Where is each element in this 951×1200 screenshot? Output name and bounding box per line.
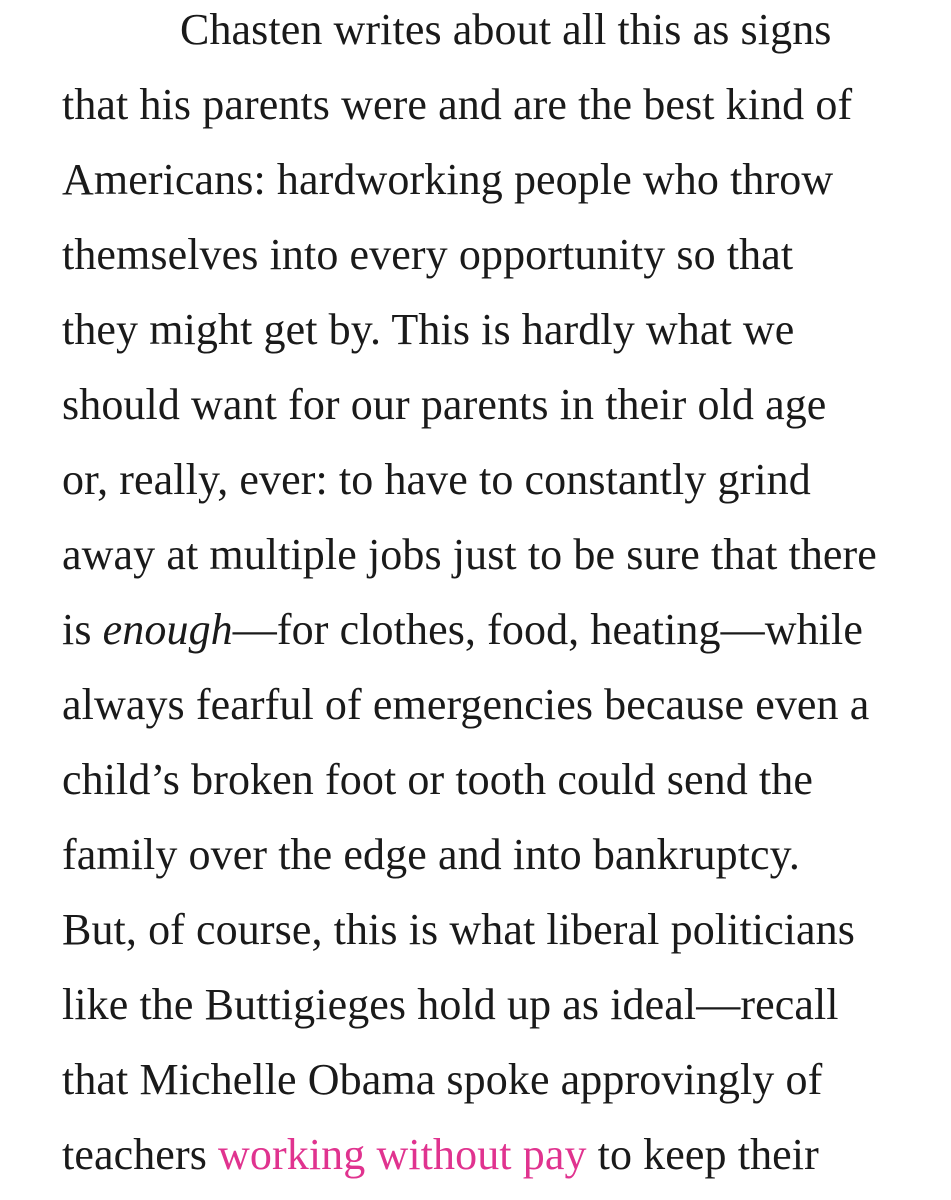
line-9-start: is <box>62 605 103 654</box>
paragraph-line-6: should want for our parents in their old age <box>62 380 827 429</box>
paragraph-line-11: child’s broken foot or tooth could send the <box>62 755 813 804</box>
paragraph-line-5: they might get by. This is hardly what we <box>62 305 795 354</box>
paragraph-line-7: or, really, ever: to have to constantly grind <box>62 455 811 504</box>
paragraph-line-10: always fearful of emergencies because even a <box>62 680 870 729</box>
paragraph-line-15: that Michelle Obama spoke approvingly of <box>62 1055 823 1104</box>
paragraph-line-3: Americans: hardworking people who throw <box>62 155 834 204</box>
paragraph-line-1: Chasten writes about all this as signs <box>180 5 832 54</box>
paragraph-line-16 <box>62 1129 819 1181</box>
paragraph-line-2: that his parents were and are the best kind of <box>62 80 853 129</box>
line-16-start: teachers <box>62 1130 219 1179</box>
paragraph-line-12: family over the edge and into bankruptcy. <box>62 830 801 879</box>
paragraph-line-14: like the Buttigieges hold up as ideal—recall <box>62 980 839 1029</box>
paragraph-line-13: But, of course, this is what liberal politicians <box>62 905 855 954</box>
paragraph-line-4: themselves into every opportunity so that <box>62 230 794 279</box>
paragraph-line-9 <box>62 604 863 656</box>
paragraph-line-8: away at multiple jobs just to be sure that there <box>62 530 877 579</box>
working-without-pay-link[interactable]: working without pay <box>218 1130 587 1179</box>
emphasis-enough: enough <box>102 605 233 654</box>
line-16-end: to keep their <box>586 1130 819 1179</box>
line-9-end: —for clothes, food, heating—while <box>232 605 863 654</box>
